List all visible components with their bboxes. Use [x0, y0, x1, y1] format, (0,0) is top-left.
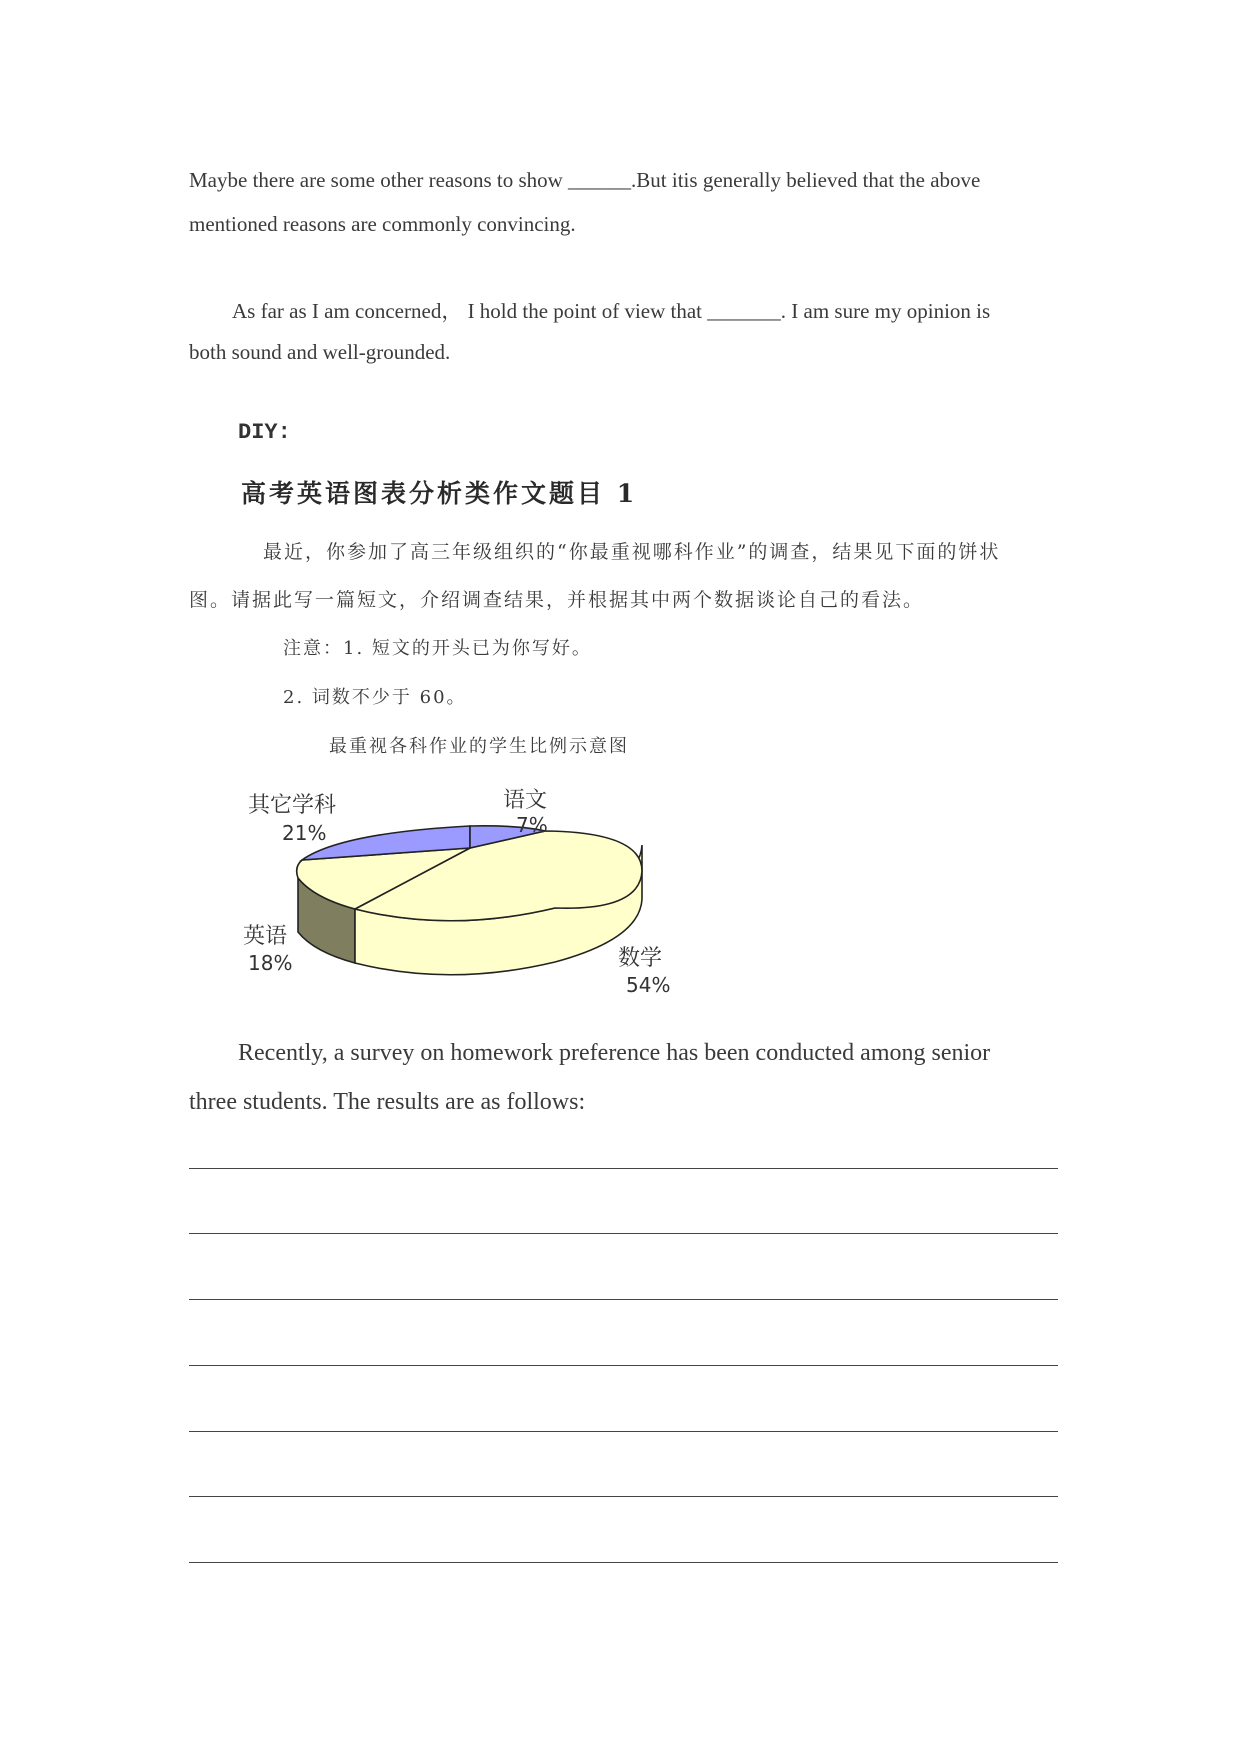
chart-title: 最重视各科作业的学生比例示意图: [329, 736, 629, 757]
pie-value-others: 21%: [282, 821, 327, 845]
answer-intro-line: Recently, a survey on homework preference has been conducted among senior: [238, 1040, 991, 1066]
pie-value-english: 18%: [248, 951, 293, 975]
answer-intro-line: three students. The results are as follows:: [189, 1089, 586, 1115]
pie-label-english: 英语: [243, 924, 288, 949]
writing-line: [189, 1562, 1058, 1563]
task-note: 注意：1. 短文的开头已为你写好。: [283, 638, 592, 659]
paragraph-line: mentioned reasons are commonly convincing.: [189, 212, 576, 236]
writing-line: [189, 1431, 1058, 1432]
pie-label-math: 数学: [618, 946, 663, 971]
paragraph-line: Maybe there are some other reasons to show ______.But itis generally believed that the above: [189, 168, 981, 192]
writing-line: [189, 1233, 1058, 1234]
writing-line: [189, 1496, 1058, 1497]
paragraph-line: As far as I am concerned， I hold the point of view that _______. I am sure my opinion is: [232, 299, 991, 323]
task-title: 高考英语图表分析类作文题目 1: [241, 479, 638, 508]
pie-value-chinese: 7%: [516, 813, 548, 837]
task-prompt-line: 图。请据此写一篇短文，介绍调查结果，并根据其中两个数据谈论自己的看法。: [189, 589, 925, 611]
pie-label-chinese: 语文: [503, 788, 548, 813]
pie-label-others: 其它学科: [248, 793, 337, 818]
task-prompt-line: 最近，你参加了高三年级组织的“你最重视哪科作业”的调查，结果见下面的饼状: [263, 541, 1001, 563]
diy-label: DIY:: [238, 420, 291, 445]
pie-chart: [230, 770, 700, 1020]
writing-line: [189, 1365, 1058, 1366]
task-note: 2. 词数不少于 60。: [283, 687, 467, 708]
paragraph-line: both sound and well-grounded.: [189, 340, 451, 364]
writing-line: [189, 1299, 1058, 1300]
pie-value-math: 54%: [626, 973, 671, 997]
writing-line: [189, 1168, 1058, 1169]
